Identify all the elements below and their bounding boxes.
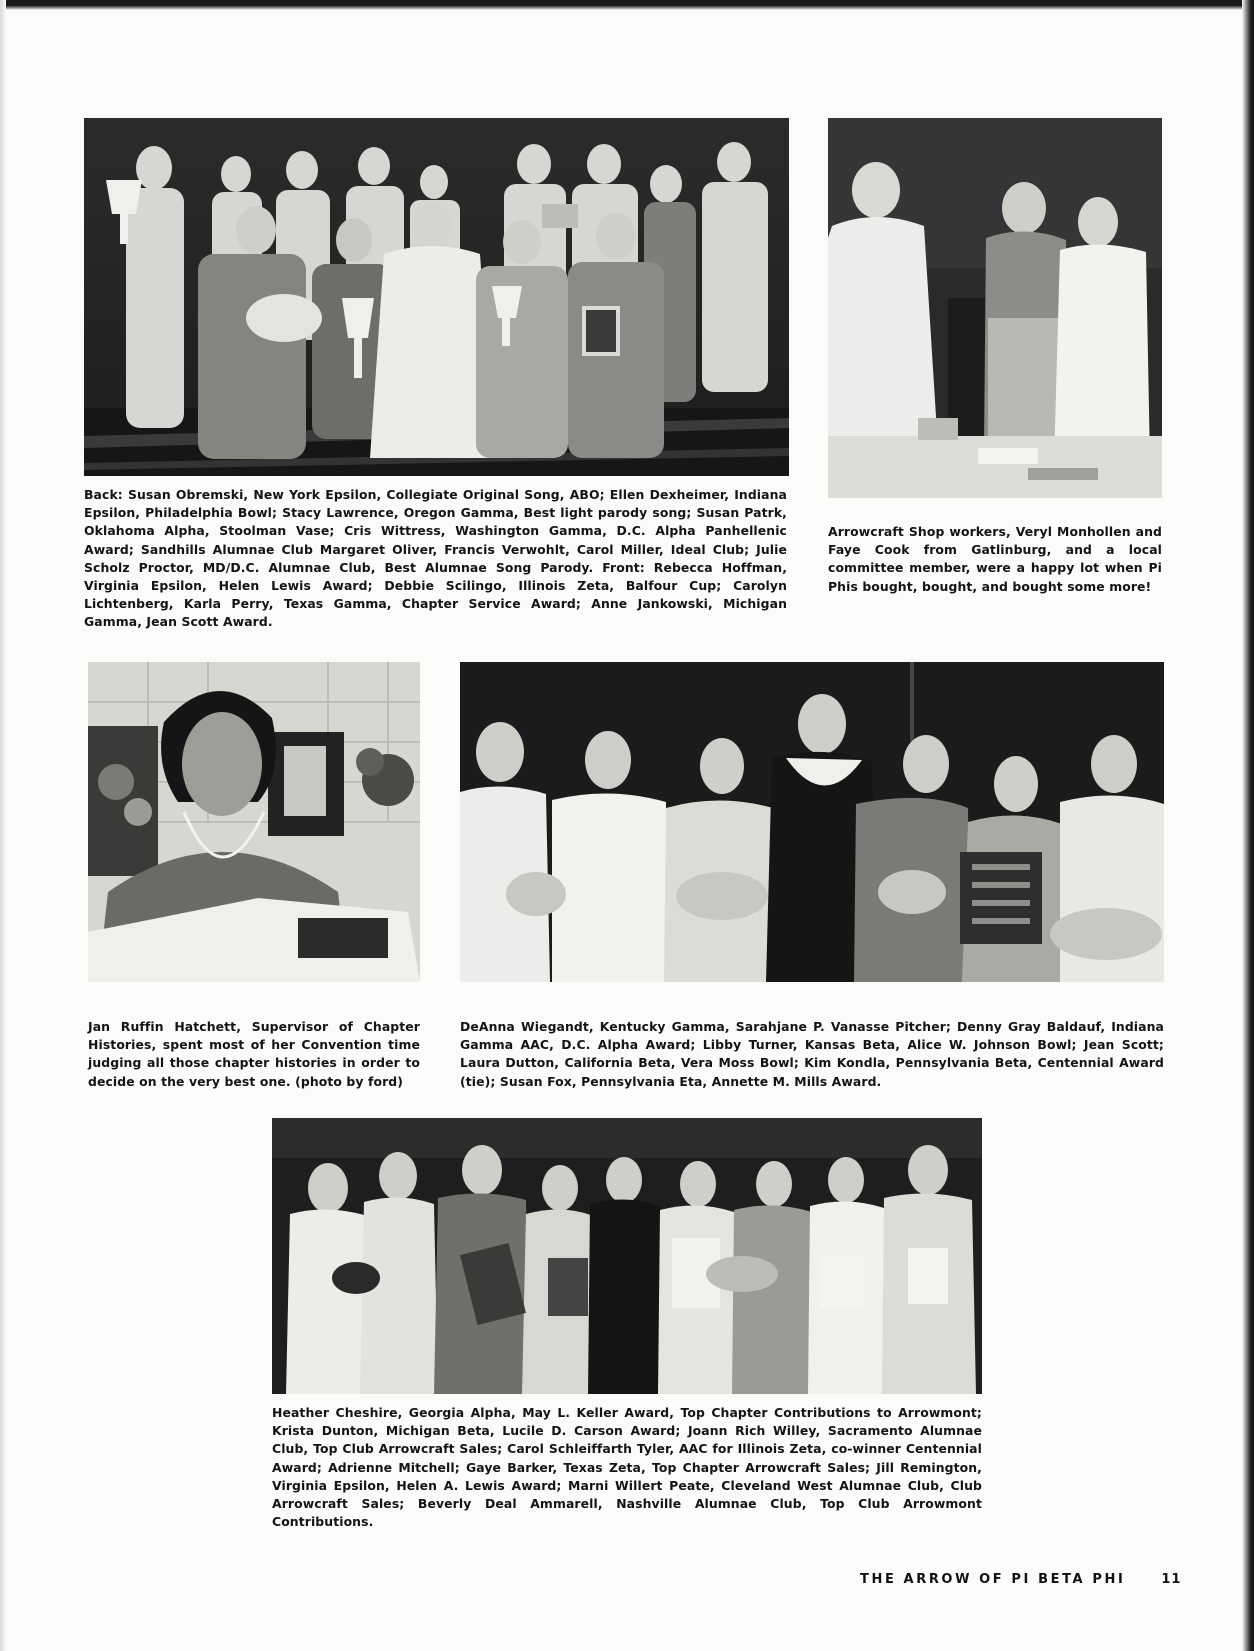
page-number: 11 — [1161, 1572, 1182, 1587]
caption-arrowcraft-shop: Arrowcraft Shop workers, Veryl Monhollen and Faye Cook from Gatlinburg, and a local committee member, were a happy lot when Pi Phis bought, bought, and bought some more! — [828, 524, 1162, 594]
photo-deanna-wiegandt-group — [460, 662, 1164, 982]
photo-heather-cheshire-group-image — [272, 1118, 982, 1394]
caption-jan-hatchett: Jan Ruffin Hatchett, Supervisor of Chapter Histories, spent most of her Convention time judging all those chapter histories in order to decide on the very best one. (photo by ford) — [88, 1019, 420, 1089]
running-footer — [860, 1572, 1182, 1587]
photo-arrowcraft-shop-image — [828, 118, 1162, 498]
photo-award-winners-group — [84, 118, 789, 476]
scan-edge-right — [1242, 0, 1254, 1651]
photo-deanna-wiegandt-group-image — [460, 662, 1164, 982]
photo-award-winners-group-image — [84, 118, 789, 476]
caption-deanna-wiegandt: DeAnna Wiegandt, Kentucky Gamma, Sarahjane P. Vanasse Pitcher; Denny Gray Baldauf, Indiana Gamma AAC, D.C. Alpha Award; Libby Turner, Kansas Beta, Alice W. Johnson Bowl; Jean Scott; Laura Dutton, California Beta, Vera Moss Bowl; Kim Kondla, Pennsylvania Beta, Centennial Award (tie); Susan Fox, Pennsylvania Eta, Annette M. Mills Award. — [460, 1019, 1164, 1089]
photo-jan-hatchett-image — [88, 662, 420, 982]
caption-award-winners: Back: Susan Obremski, New York Epsilon, Collegiate Original Song, ABO; Ellen Dexheimer, Indiana Epsilon, Philadelphia Bowl; Stacy Lawrence, Oregon Gamma, Best light parody song; Susan Patrk, Oklahoma Alpha, Stoolman Vase; Cris Wittress, Washington Gamma, D.C. Alpha Panhellenic Award; Sandhills Alumnae Club Margaret Oliver, Francis Verwohlt, Carol Miller, Ideal Club; Julie Scholz Proctor, MD/D.C. Alumnae Club, Best Alumnae Song Parody. Front: Rebecca Hoffman, Virginia Epsilon, Helen Lewis Award; Debbie Scilingo, Illinois Zeta, Balfour Cup; Carolyn Lichtenberg, Karla Perry, Texas Gamma, Chapter Service Award; Anne Jankowski, Michigan Gamma, Jean Scott Award. — [84, 487, 787, 630]
photo-arrowcraft-shop — [828, 118, 1162, 498]
photo-heather-cheshire-group — [272, 1118, 982, 1394]
scan-edge-left — [0, 0, 6, 1651]
photo-jan-hatchett — [88, 662, 420, 982]
scan-edge-top — [0, 0, 1254, 10]
caption-heather-cheshire: Heather Cheshire, Georgia Alpha, May L. Keller Award, Top Chapter Contributions to Arrowmont; Krista Dunton, Michigan Beta, Lucile D. Carson Award; Joann Rich Willey, Sacramento Alumnae Club, Top Club Arrowcraft Sales; Carol Schleiffarth Tyler, AAC for Illinois Zeta, co-winner Centennial Award; Adrienne Mitchell; Gaye Barker, Texas Zeta, Top Chapter Arrowcraft Sales; Jill Remington, Virginia Epsilon, Helen A. Lewis Award; Marni Willert Peate, Cleveland West Alumnae Club, Club Arrowcraft Sales; Beverly Deal Ammarell, Nashville Alumnae Club, Top Club Arrowmont Contributions. — [272, 1405, 982, 1530]
publication-title: THE ARROW OF PI BETA PHI — [860, 1572, 1126, 1587]
